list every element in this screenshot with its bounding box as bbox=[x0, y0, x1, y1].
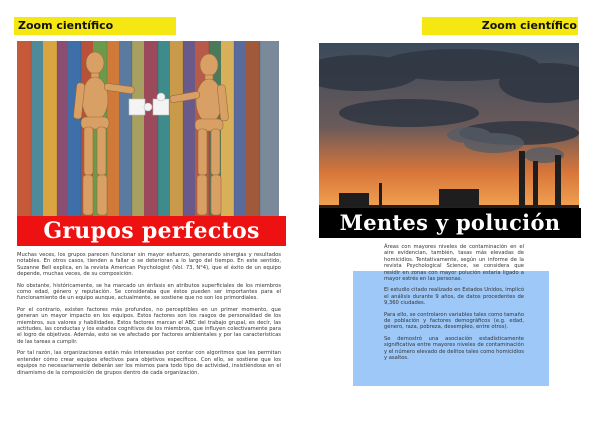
right-paragraph-3: Para ello, se controlaron variables tales como tamaño de población y factores demográficos (e.g. edad, género, raza, pobreza, desempleo, entre otros). bbox=[384, 311, 524, 331]
right-paragraph-1: Áreas con mayores niveles de contaminación en el aire evidencian, también, tasas más elevadas de homicidios. Tentativamente, según un informe de la revista Psychological Science, se considera que residir en zonas con mayor polución estaría ligado a mayor estrés en las personas. bbox=[384, 244, 524, 283]
right-article-body bbox=[384, 244, 524, 367]
left-paragraph-2: No obstante, históricamente, se ha marcado un énfasis en atributos superficiales de los miembros como edad, género y reputación. Se consideraba que éstos pueden ser importantes para el funcionamiento de un equipo aunque, actualmente, se sostiene que no son los primordiales. bbox=[17, 282, 281, 302]
left-headline: Grupos perfectos bbox=[17, 216, 286, 246]
left-paragraph-1: Muchas veces, los grupos parecen funcionar sin mayor esfuerzo, generando sinergias y resultados notables. En otros casos, tienden a fallar o se deterioran a lo largo del tiempo. En este sentido, Suzanne Bell explica, en la revista American Psychologist (Vol. 73, N°4), que el éxito de un equipo depende, muchas veces, de su composición. bbox=[17, 252, 281, 278]
right-section-tag: Zoom científico bbox=[422, 17, 578, 35]
left-section-tag: Zoom científico bbox=[14, 17, 176, 35]
left-photo-mannequins-puzzle bbox=[17, 41, 279, 219]
right-paragraph-2: El estudio citado realizado en Estados Unidos, implicó el análisis durante 9 años, de datos procedentes de 9,360 ciudades. bbox=[384, 287, 524, 307]
right-headline: Mentes y polución bbox=[319, 208, 581, 238]
left-article-body bbox=[17, 252, 281, 381]
right-photo-smokestacks-sunset bbox=[319, 43, 579, 228]
right-paragraph-4: Se demostró una asociación estadísticamente significativa entre mayores niveles de contaminación y el número elevado de delitos tales como homicidios y asaltos. bbox=[384, 335, 524, 362]
left-paragraph-4: Por tal razón, las organizaciones están más interesadas por contar con algoritmos que les permitan entender cómo crear equipos efectivos para objetivos específicos. Con ello, se sostiene que los equipos no necesariamente deberán ser los mismos para todo tipo de actividad, insistiéndose en el dinamismo de la composición de grupos dentro de cada organización. bbox=[17, 350, 281, 376]
mannequins-puzzle-illustration bbox=[17, 41, 279, 219]
pollution-sunset-illustration bbox=[319, 43, 579, 228]
right-page bbox=[300, 0, 600, 424]
left-paragraph-3: Por el contrario, existen factores más profundos, no perceptibles en un primer momento, que generan un mayor impacto en los equipos. Estos factores son los rasgos de personalidad de los miembros, sus valores y habilidades. Estos factores marcan el ABC del trabajo grupal, es decir, las actitudes, las conductas y los estados cognitivos de los miembros, que influyen colectivamente para el logro de objetivos. Además, esto se ve afectado por factores ambientales y por las características de las tareas a cumplir. bbox=[17, 306, 281, 345]
